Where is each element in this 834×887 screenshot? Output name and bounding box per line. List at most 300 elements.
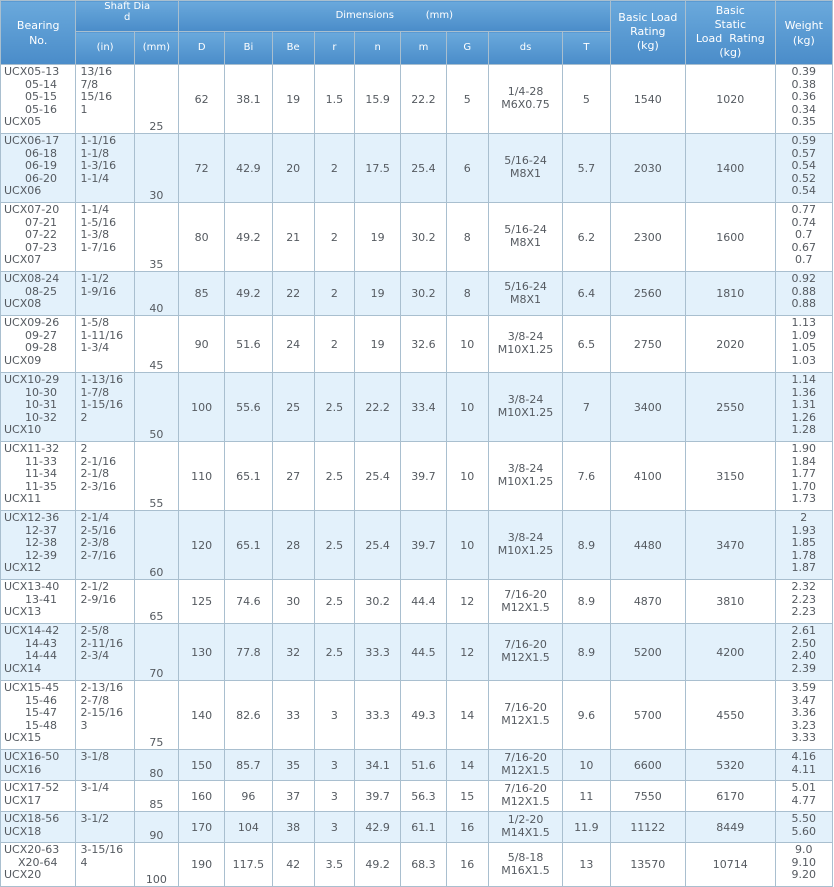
ds-value: 7/16-20: [504, 782, 547, 796]
bearing-no-cell: UCX15-45 15-46 15-47 15-48 UCX15: [1, 681, 76, 750]
dim-G-cell: 10: [446, 511, 488, 580]
basic-load-cell: 2300: [610, 203, 685, 272]
table-row: [1, 203, 833, 272]
dim-Be-cell: 22: [272, 272, 314, 316]
basic-load-cell: 2750: [610, 316, 685, 373]
shaft-inch-value: 3-1/4: [80, 781, 110, 794]
table-row: [1, 511, 833, 580]
basic-load-cell: 4100: [610, 442, 685, 511]
header-G: G: [446, 32, 488, 65]
dim-m-cell: 22.2: [401, 65, 446, 134]
dim-G-cell: 12: [446, 580, 488, 624]
dim-r-cell: 2.5: [314, 580, 354, 624]
weight-value: 2.50: [791, 636, 817, 650]
dim-Be-cell: 30: [272, 580, 314, 624]
basic-static-cell: 3810: [686, 580, 776, 624]
ds-value: M8X1: [510, 292, 542, 306]
dim-Bi-cell: 117.5: [225, 843, 272, 887]
weight-value: 0.92: [791, 272, 817, 285]
dim-r-cell: 3: [314, 781, 354, 812]
bearing-no-cell: UCX16-50 UCX16: [1, 750, 76, 781]
basic-load-cell: 5700: [610, 681, 685, 750]
weight-value: 1.03: [791, 353, 817, 367]
basic-static-cell: 8449: [686, 812, 776, 843]
weight-value: 5.50: [791, 812, 817, 825]
weight-value: 0.54: [791, 159, 817, 173]
weight-value: 1.93: [791, 523, 817, 537]
shaft-mm-cell: 85: [134, 781, 178, 812]
dim-m-cell: 39.7: [401, 511, 446, 580]
dim-n-cell: 33.3: [355, 624, 401, 681]
dim-r-cell: 2: [314, 316, 354, 373]
ds-value: 7/16-20: [504, 701, 547, 715]
ds-value: M10X1.25: [497, 406, 554, 419]
shaft-inch-value: 1-1/16: [80, 134, 117, 147]
weight-value: 1.31: [791, 398, 817, 412]
table-row: [1, 750, 833, 781]
dim-T-cell: 5.7: [563, 134, 610, 203]
ds-value: M14X1.5: [501, 826, 550, 839]
dim-Bi-cell: 49.2: [225, 272, 272, 316]
weight-value: 3.59: [791, 681, 817, 694]
dim-Be-cell: 20: [272, 134, 314, 203]
dim-n-cell: 19: [355, 316, 401, 373]
dim-T-cell: 7: [563, 373, 610, 442]
dim-G-cell: 12: [446, 624, 488, 681]
bearing-no-cell: UCX13-40 13-41 UCX13: [1, 580, 76, 624]
ds-cell: [488, 203, 562, 272]
table-row: [1, 373, 833, 442]
dim-Bi-cell: 82.6: [225, 681, 272, 750]
weight-value: 1.84: [791, 454, 817, 468]
shaft-inch-cell: [76, 781, 134, 812]
dim-D-cell: 150: [179, 750, 225, 781]
dim-T-cell: 6.4: [563, 272, 610, 316]
header-T: T: [563, 32, 610, 65]
ds-value: M12X1.5: [501, 600, 550, 614]
shaft-inch-value: 1-3/16: [80, 159, 117, 173]
dim-G-cell: 6: [446, 134, 488, 203]
bearing-no-cell: UCX09-26 09-27 09-28 UCX09: [1, 316, 76, 373]
basic-load-cell: 6600: [610, 750, 685, 781]
dim-Bi-cell: 49.2: [225, 203, 272, 272]
weight-value: 0.77: [791, 203, 817, 216]
weight-value: 0.34: [791, 102, 817, 116]
shaft-inch-value: 1-5/16: [80, 215, 117, 229]
dim-m-cell: 33.4: [401, 373, 446, 442]
ds-value: M10X1.25: [497, 544, 554, 557]
bearing-no-cell: UCX12-36 12-37 12-38 12-39 UCX12: [1, 511, 76, 580]
weight-value: 0.88: [791, 284, 817, 298]
dim-Bi-cell: 51.6: [225, 316, 272, 373]
ds-value: M12X1.5: [501, 651, 550, 664]
ds-value: M12X1.5: [501, 795, 550, 808]
table-row: [1, 681, 833, 750]
basic-static-cell: 1020: [686, 65, 776, 134]
header-Bi: Bi: [225, 32, 272, 65]
basic-static-cell: 4200: [686, 624, 776, 681]
dim-m-cell: 39.7: [401, 442, 446, 511]
shaft-mm-cell: 25: [134, 65, 178, 134]
weight-cell: [775, 134, 832, 203]
shaft-inch-value: 3: [80, 718, 88, 732]
ds-value: M10X1.25: [497, 475, 554, 488]
table-row: [1, 316, 833, 373]
header-inch: (in): [76, 32, 134, 65]
shaft-inch-value: 2-15/16: [80, 706, 124, 720]
ds-value: M10X1.25: [497, 343, 554, 356]
shaft-inch-cell: [76, 442, 134, 511]
dim-D-cell: 80: [179, 203, 225, 272]
dim-D-cell: 190: [179, 843, 225, 887]
ds-cell: [488, 272, 562, 316]
weight-cell: [775, 580, 832, 624]
dim-D-cell: 130: [179, 624, 225, 681]
weight-cell: [775, 373, 832, 442]
shaft-inch-value: 2-3/8: [80, 536, 110, 550]
dim-r-cell: 2.5: [314, 442, 354, 511]
shaft-inch-value: 2-3/4: [80, 649, 110, 663]
shaft-inch-cell: [76, 134, 134, 203]
basic-load-cell: 3400: [610, 373, 685, 442]
dim-m-cell: 56.3: [401, 781, 446, 812]
basic-static-cell: 10714: [686, 843, 776, 887]
weight-value: 9.20: [791, 868, 817, 882]
weight-value: 4.16: [791, 750, 817, 763]
dim-n-cell: 17.5: [355, 134, 401, 203]
dim-G-cell: 16: [446, 843, 488, 887]
dim-T-cell: 8.9: [563, 580, 610, 624]
shaft-inch-cell: [76, 203, 134, 272]
basic-static-cell: 1810: [686, 272, 776, 316]
shaft-mm-cell: 45: [134, 316, 178, 373]
ds-value: M8X1: [510, 167, 542, 180]
header-basic-static: Basic Static Load Rating (kg): [686, 1, 776, 65]
shaft-inch-value: 2: [80, 410, 88, 424]
shaft-inch-value: 1-5/8: [80, 316, 110, 329]
dim-Be-cell: 33: [272, 681, 314, 750]
shaft-inch-value: 1: [80, 102, 88, 116]
dim-G-cell: 15: [446, 781, 488, 812]
header-weight: Weight (kg): [775, 1, 832, 65]
header-dimensions-label: Dimensions: [335, 10, 394, 21]
ds-value: 3/8-24: [507, 531, 544, 545]
dim-D-cell: 110: [179, 442, 225, 511]
dim-r-cell: 2.5: [314, 511, 354, 580]
header-Be: Be: [272, 32, 314, 65]
dim-r-cell: 2: [314, 203, 354, 272]
ds-value: M12X1.5: [501, 764, 550, 777]
header-shaft-d-label: d: [124, 12, 131, 23]
dim-Be-cell: 19: [272, 65, 314, 134]
basic-load-cell: 13570: [610, 843, 685, 887]
ds-value: M6X0.75: [501, 98, 550, 111]
ds-value: 1/4-28: [507, 85, 544, 99]
basic-load-cell: 2030: [610, 134, 685, 203]
shaft-inch-value: 2: [80, 442, 88, 455]
shaft-inch-value: 1-13/16: [80, 373, 124, 386]
dim-m-cell: 68.3: [401, 843, 446, 887]
weight-value: 0.35: [791, 115, 817, 129]
shaft-mm-cell: 60: [134, 511, 178, 580]
shaft-inch-value: 1-1/4: [80, 203, 110, 216]
dim-r-cell: 1.5: [314, 65, 354, 134]
dim-m-cell: 49.3: [401, 681, 446, 750]
ds-value: M8X1: [510, 236, 542, 249]
header-D: D: [179, 32, 225, 65]
weight-value: 2.23: [791, 605, 817, 619]
shaft-inch-value: 2-1/8: [80, 467, 110, 481]
bearing-no-cell: UCX18-56 UCX18: [1, 812, 76, 843]
ds-cell: [488, 65, 562, 134]
shaft-inch-value: 4: [80, 855, 88, 869]
table-body: [1, 65, 833, 887]
basic-static-cell: 2020: [686, 316, 776, 373]
weight-value: 0.67: [791, 240, 817, 254]
dim-G-cell: 10: [446, 373, 488, 442]
dim-m-cell: 30.2: [401, 272, 446, 316]
dim-Be-cell: 35: [272, 750, 314, 781]
dim-T-cell: 11.9: [563, 812, 610, 843]
weight-value: 2.23: [791, 592, 817, 606]
header-mm: (mm): [134, 32, 178, 65]
weight-cell: [775, 442, 832, 511]
dim-Bi-cell: 65.1: [225, 511, 272, 580]
dim-G-cell: 5: [446, 65, 488, 134]
shaft-inch-cell: [76, 750, 134, 781]
header-r: r: [314, 32, 354, 65]
basic-static-cell: 1400: [686, 134, 776, 203]
table-row: [1, 580, 833, 624]
basic-static-cell: 6170: [686, 781, 776, 812]
ds-value: 5/8-18: [507, 850, 544, 864]
dim-n-cell: 42.9: [355, 812, 401, 843]
dim-D-cell: 90: [179, 316, 225, 373]
dim-Be-cell: 24: [272, 316, 314, 373]
shaft-mm-cell: 30: [134, 134, 178, 203]
dim-m-cell: 32.6: [401, 316, 446, 373]
basic-load-cell: 1540: [610, 65, 685, 134]
table-row: [1, 843, 833, 887]
shaft-inch-value: 2-1/16: [80, 454, 117, 468]
weight-value: 9.10: [791, 855, 817, 869]
weight-value: 1.90: [791, 442, 817, 455]
shaft-inch-value: 2-9/16: [80, 592, 117, 606]
shaft-inch-value: 1-3/4: [80, 341, 110, 355]
ds-cell: [488, 812, 562, 843]
weight-value: 0.36: [791, 90, 817, 104]
dim-Bi-cell: 77.8: [225, 624, 272, 681]
weight-value: 5.60: [791, 824, 817, 838]
weight-cell: [775, 681, 832, 750]
dim-Be-cell: 21: [272, 203, 314, 272]
shaft-inch-value: 3-1/8: [80, 750, 110, 763]
dim-Be-cell: 42: [272, 843, 314, 887]
shaft-inch-value: 1-9/16: [80, 284, 117, 298]
weight-value: 1.05: [791, 341, 817, 355]
dim-G-cell: 16: [446, 812, 488, 843]
dim-n-cell: 25.4: [355, 511, 401, 580]
shaft-mm-cell: 90: [134, 812, 178, 843]
dim-Be-cell: 25: [272, 373, 314, 442]
weight-value: 1.28: [791, 423, 817, 437]
ds-cell: [488, 442, 562, 511]
weight-value: 0.59: [791, 134, 817, 147]
dim-r-cell: 2.5: [314, 624, 354, 681]
shaft-inch-value: 1-7/16: [80, 240, 117, 254]
shaft-mm-cell: 40: [134, 272, 178, 316]
dim-G-cell: 8: [446, 203, 488, 272]
weight-cell: [775, 511, 832, 580]
dim-T-cell: 5: [563, 65, 610, 134]
dim-n-cell: 19: [355, 203, 401, 272]
weight-cell: [775, 65, 832, 134]
ds-value: 3/8-24: [507, 330, 544, 344]
dim-G-cell: 14: [446, 750, 488, 781]
weight-value: 2.39: [791, 661, 817, 675]
weight-value: 1.14: [791, 373, 817, 386]
bearing-no-cell: UCX11-32 11-33 11-34 11-35 UCX11: [1, 442, 76, 511]
header-shaft-dia: [76, 1, 179, 32]
shaft-inch-value: 1-7/8: [80, 385, 110, 399]
ds-value: 7/16-20: [504, 638, 547, 652]
shaft-mm-cell: 100: [134, 843, 178, 887]
basic-static-cell: 2550: [686, 373, 776, 442]
dim-r-cell: 2.5: [314, 373, 354, 442]
dim-Be-cell: 38: [272, 812, 314, 843]
dim-Bi-cell: 104: [225, 812, 272, 843]
dim-Bi-cell: 74.6: [225, 580, 272, 624]
dim-n-cell: 15.9: [355, 65, 401, 134]
basic-load-cell: 11122: [610, 812, 685, 843]
ds-value: 5/16-24: [504, 154, 547, 168]
shaft-inch-value: 2-11/16: [80, 636, 124, 650]
shaft-inch-cell: [76, 812, 134, 843]
weight-value: 1.73: [791, 492, 817, 506]
header-dimensions-unit: (mm): [425, 10, 454, 21]
bearing-no-cell: UCX05-13 05-14 05-15 05-16 UCX05: [1, 65, 76, 134]
shaft-inch-value: 2-5/16: [80, 523, 117, 537]
dim-n-cell: 33.3: [355, 681, 401, 750]
shaft-mm-cell: 50: [134, 373, 178, 442]
header-n: n: [355, 32, 401, 65]
shaft-inch-value: 2-7/8: [80, 693, 110, 707]
weight-value: 4.11: [791, 762, 817, 776]
shaft-inch-value: 2-13/16: [80, 681, 124, 694]
dim-m-cell: 25.4: [401, 134, 446, 203]
shaft-inch-value: 2-1/2: [80, 580, 110, 593]
ds-value: 1/2-20: [507, 813, 544, 827]
bearing-no-cell: UCX20-63 X20-64 UCX20: [1, 843, 76, 887]
weight-value: 0.54: [791, 184, 817, 198]
shaft-inch-value: 2-5/8: [80, 624, 110, 637]
weight-value: 2: [800, 511, 808, 524]
dim-T-cell: 7.6: [563, 442, 610, 511]
weight-value: 0.38: [791, 77, 817, 91]
basic-load-cell: 7550: [610, 781, 685, 812]
ds-value: 5/16-24: [504, 279, 547, 293]
header-basic-load: Basic Load Rating (kg): [610, 1, 685, 65]
weight-value: 1.09: [791, 328, 817, 342]
header-dimensions: [179, 1, 611, 32]
dim-T-cell: 10: [563, 750, 610, 781]
dim-D-cell: 100: [179, 373, 225, 442]
shaft-inch-cell: [76, 316, 134, 373]
ds-cell: [488, 843, 562, 887]
weight-cell: [775, 272, 832, 316]
header-m: m: [401, 32, 446, 65]
ds-cell: [488, 134, 562, 203]
bearing-no-cell: UCX06-17 06-18 06-19 06-20 UCX06: [1, 134, 76, 203]
dim-D-cell: 85: [179, 272, 225, 316]
weight-value: 1.26: [791, 410, 817, 424]
dim-Bi-cell: 85.7: [225, 750, 272, 781]
dim-T-cell: 6.2: [563, 203, 610, 272]
dim-m-cell: 44.4: [401, 580, 446, 624]
bearing-no-cell: UCX10-29 10-30 10-31 10-32 UCX10: [1, 373, 76, 442]
shaft-inch-value: 1-1/4: [80, 171, 110, 185]
dim-Be-cell: 28: [272, 511, 314, 580]
dim-r-cell: 3: [314, 681, 354, 750]
header-bearing-no: Bearing No.: [1, 1, 76, 65]
dim-T-cell: 8.9: [563, 624, 610, 681]
dim-Be-cell: 37: [272, 781, 314, 812]
bearing-no-cell: UCX08-24 08-25 UCX08: [1, 272, 76, 316]
weight-value: 0.57: [791, 146, 817, 160]
dim-G-cell: 10: [446, 442, 488, 511]
dim-D-cell: 170: [179, 812, 225, 843]
basic-load-cell: 5200: [610, 624, 685, 681]
dim-D-cell: 125: [179, 580, 225, 624]
dim-D-cell: 140: [179, 681, 225, 750]
shaft-inch-cell: [76, 624, 134, 681]
shaft-inch-value: 1-1/2: [80, 272, 110, 285]
basic-static-cell: 4550: [686, 681, 776, 750]
dim-n-cell: 30.2: [355, 580, 401, 624]
dim-G-cell: 10: [446, 316, 488, 373]
dim-n-cell: 34.1: [355, 750, 401, 781]
ds-cell: [488, 681, 562, 750]
shaft-inch-cell: [76, 681, 134, 750]
shaft-inch-cell: [76, 373, 134, 442]
bearing-no-cell: UCX14-42 14-43 14-44 UCX14: [1, 624, 76, 681]
shaft-inch-value: 2-7/16: [80, 548, 117, 562]
shaft-inch-value: 1-15/16: [80, 398, 124, 412]
table-row: [1, 134, 833, 203]
bearing-no-cell: UCX17-52 UCX17: [1, 781, 76, 812]
weight-value: 3.23: [791, 718, 817, 732]
weight-cell: [775, 316, 832, 373]
dim-T-cell: 9.6: [563, 681, 610, 750]
weight-value: 1.36: [791, 385, 817, 399]
ds-cell: [488, 750, 562, 781]
dim-T-cell: 8.9: [563, 511, 610, 580]
basic-load-cell: 4480: [610, 511, 685, 580]
shaft-mm-cell: 80: [134, 750, 178, 781]
table-row: [1, 272, 833, 316]
ds-cell: [488, 511, 562, 580]
weight-value: 2.40: [791, 649, 817, 663]
weight-value: 5.01: [791, 781, 817, 794]
dim-r-cell: 3: [314, 812, 354, 843]
shaft-inch-cell: [76, 511, 134, 580]
dim-r-cell: 2: [314, 272, 354, 316]
table-header: [1, 1, 833, 65]
shaft-mm-cell: 65: [134, 580, 178, 624]
shaft-inch-value: 13/16: [80, 65, 113, 78]
dim-n-cell: 49.2: [355, 843, 401, 887]
dim-m-cell: 51.6: [401, 750, 446, 781]
